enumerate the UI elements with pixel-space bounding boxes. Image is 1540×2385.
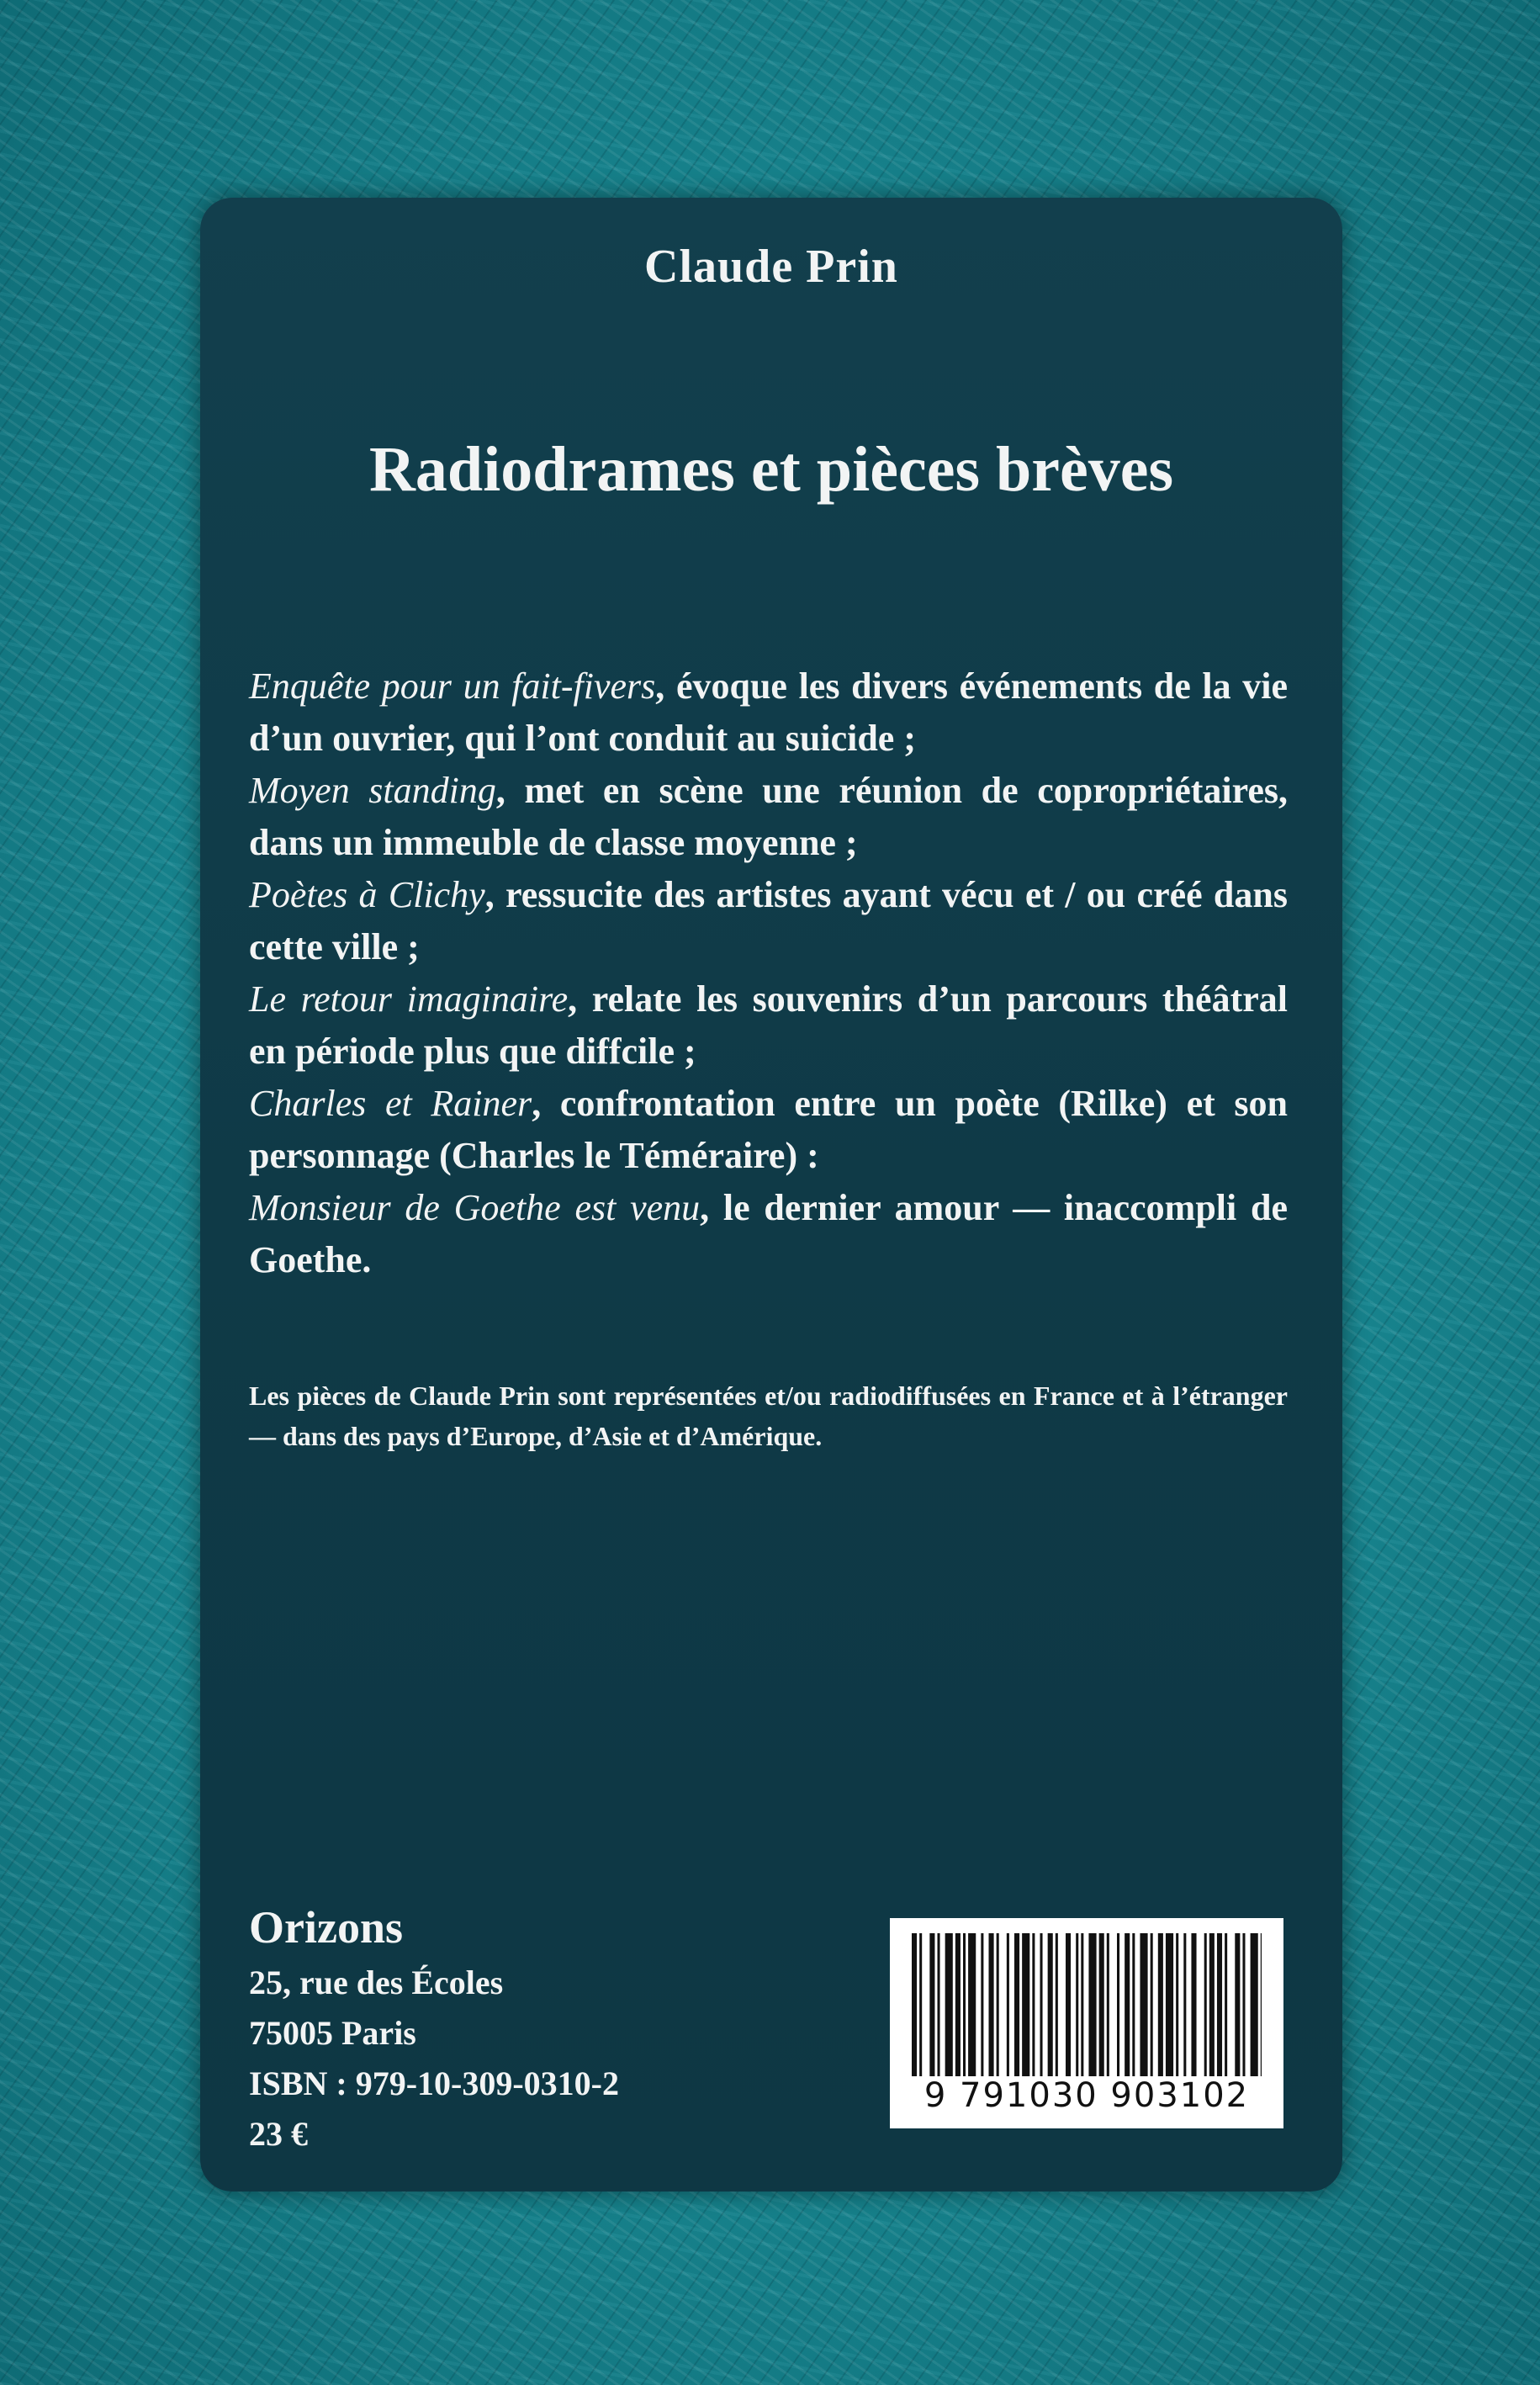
work-title: Enquête pour un fait-fivers [249,665,656,707]
work-description: , met en scène une réunion de copropriétaires, dans un immeuble de classe moyenne ; [249,770,1288,863]
blurb-item [249,869,1288,973]
work-description: , évoque les divers événements de la vie d’un ouvrier, qui l’ont conduit au suicide ; [249,665,1288,759]
author-note: Les pièces de Claude Prin sont représentées et/ou radiodiffusées en France et à l’étranger — dans des pays d’Europe, d’Asie et d’Amérique. [249,1381,1288,1451]
work-title: Poètes à Clichy [249,874,485,915]
blurb [249,660,1288,1286]
barcode [890,1918,1283,2128]
publisher-city: 75005 Paris [249,2014,416,2052]
author-name: Claude Prin [644,241,898,293]
book-title: Radiodrames et pièces brèves [368,434,1174,505]
work-description: , confrontation entre un poète (Rilke) et son personnage (Charles le Téméraire) : [249,1083,1289,1176]
barcode-bars-icon [908,1933,1265,2076]
barcode-digits: 9 791030 903102 [923,2076,1250,2115]
blurb-item [249,1182,1288,1286]
work-description: , relate les souvenirs d’un parcours théâtral en période plus que diffcile ; [249,978,1288,1072]
publisher-name: Orizons [249,1902,403,1953]
blurb-item [249,973,1288,1078]
blurb-item [249,1078,1288,1182]
back-cover-panel [200,198,1342,2192]
isbn: ISBN : 979-10-309-0310-2 [249,2064,619,2102]
work-title: Le retour imaginaire [249,978,569,1020]
work-title: Moyen standing [249,770,496,811]
work-title: Monsieur de Goethe est venu [249,1187,701,1228]
work-title: Charles et Rainer [249,1083,532,1124]
price: 23 € [249,2115,308,2153]
blurb-item [249,765,1288,869]
publisher-info [249,1897,619,2160]
work-description: , ressucite des artistes ayant vécu et / ou créé dans cette ville ; [249,874,1288,967]
work-description: , le dernier amour — inaccompli de Goethe. [249,1187,1288,1280]
blurb-item [249,660,1288,765]
publisher-street: 25, rue des Écoles [249,1964,504,2001]
